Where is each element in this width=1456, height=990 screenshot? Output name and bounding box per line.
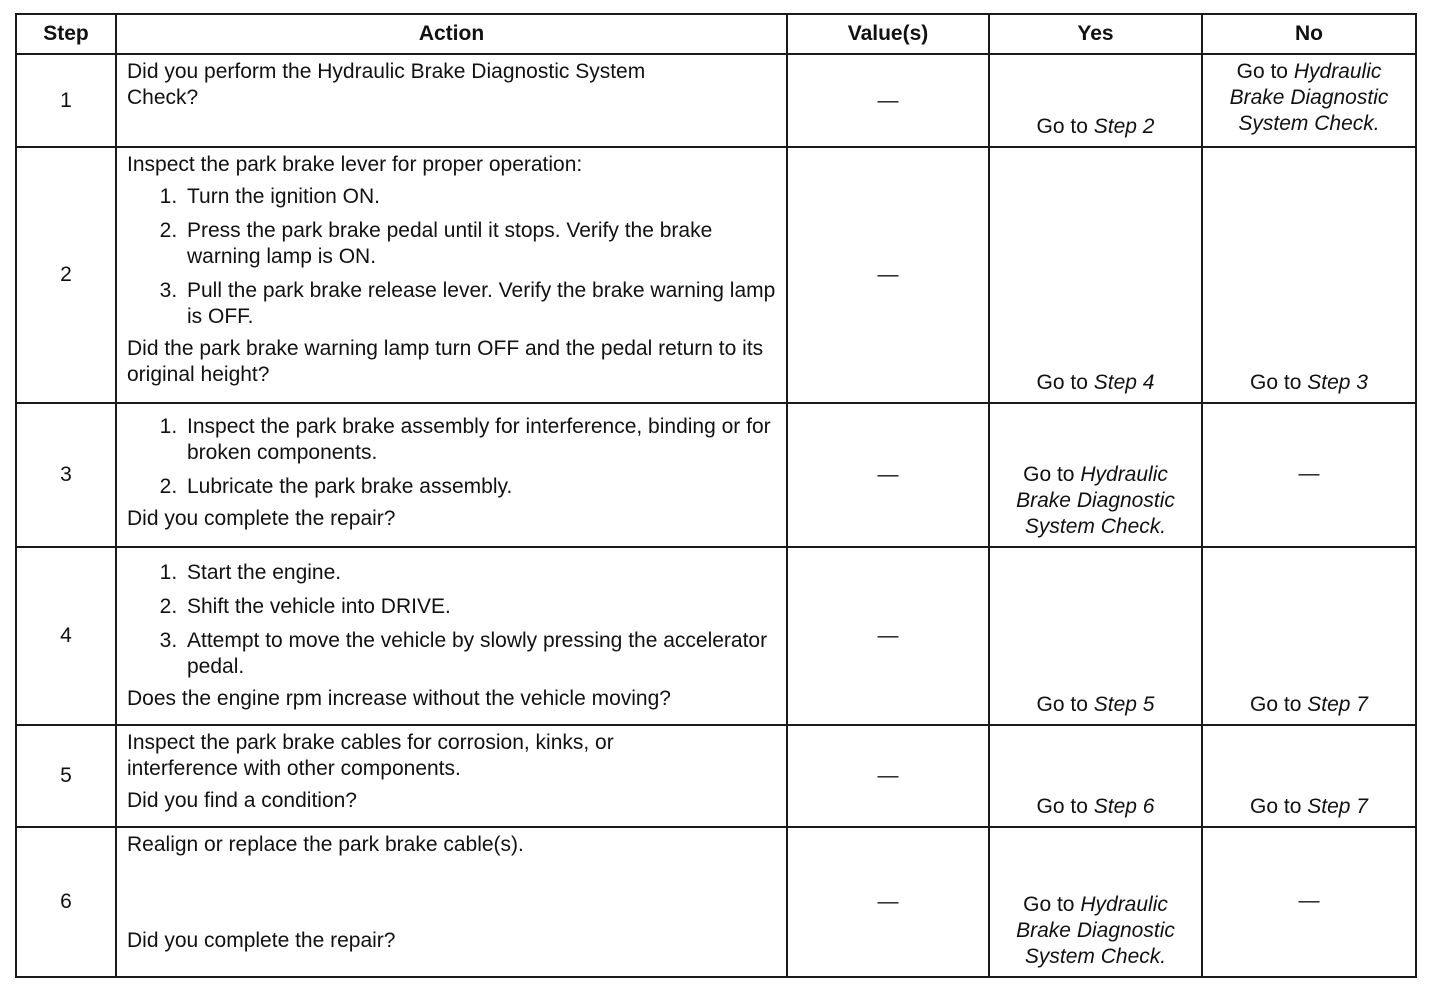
yes-cell: [989, 827, 1202, 977]
substep-list: [127, 560, 778, 680]
go-to-label: Go to: [1036, 795, 1088, 818]
spacer: [127, 864, 778, 928]
action-intro: Inspect the park brake cables for corrosion, kinks, or interference with other components.: [127, 731, 614, 780]
step-number: 4: [16, 547, 116, 725]
header-values: Value(s): [787, 14, 989, 54]
yes-cell: [989, 547, 1202, 725]
substep-list: [127, 184, 778, 330]
diagnostic-table: [15, 13, 1417, 978]
yes-link[interactable]: Step 6: [1093, 795, 1155, 818]
no-cell: —: [1202, 827, 1416, 977]
list-item: 2. Shift the vehicle into DRIVE.: [183, 594, 778, 620]
yes-cell: [989, 403, 1202, 547]
yes-link[interactable]: Step 2: [1093, 115, 1155, 138]
no-cell: [1202, 725, 1416, 827]
value-cell: —: [787, 147, 989, 403]
header-yes: Yes: [989, 14, 1202, 54]
step-number: 3: [16, 403, 116, 547]
step-number: 5: [16, 725, 116, 827]
no-cell: [1202, 147, 1416, 403]
list-item: 2. Press the park brake pedal until it stops. Verify the brake warning lamp is ON.: [183, 218, 778, 270]
step-number: 1: [16, 54, 116, 147]
table-row: [16, 147, 1416, 403]
no-cell: [1202, 54, 1416, 147]
list-item: 1. Start the engine.: [183, 560, 778, 586]
header-no: No: [1202, 14, 1416, 54]
yes-cell: [989, 54, 1202, 147]
go-to-label: Go to: [1023, 893, 1075, 916]
action-cell: [116, 403, 787, 547]
go-to-label: Go to: [1036, 115, 1088, 138]
action-cell: [116, 147, 787, 403]
substep-list: [127, 414, 778, 500]
action-question: Did you perform the Hydraulic Brake Diagnostic System Check?: [127, 60, 646, 109]
go-to-label: Go to: [1036, 371, 1088, 394]
go-to-label: Go to: [1023, 463, 1075, 486]
go-to-label: Go to: [1250, 795, 1302, 818]
action-question: Did the park brake warning lamp turn OFF and the pedal return to its original height?: [127, 337, 764, 386]
no-cell: —: [1202, 403, 1416, 547]
list-item: 3. Attempt to move the vehicle by slowly pressing the accelerator pedal.: [183, 628, 778, 680]
no-link[interactable]: Step 7: [1307, 693, 1368, 716]
yes-link[interactable]: Step 4: [1093, 371, 1155, 394]
table-row: [16, 403, 1416, 547]
list-item: 2. Lubricate the park brake assembly.: [183, 474, 778, 500]
header-row: [16, 14, 1416, 54]
action-cell: [116, 547, 787, 725]
action-cell: [116, 54, 787, 147]
action-question: Did you complete the repair?: [127, 929, 396, 952]
action-question: Does the engine rpm increase without the vehicle moving?: [127, 687, 671, 710]
no-cell: [1202, 547, 1416, 725]
no-link[interactable]: Step 7: [1307, 795, 1368, 818]
action-question: Did you complete the repair?: [127, 507, 396, 530]
list-item: 1. Turn the ignition ON.: [183, 184, 778, 210]
go-to-label: Go to: [1036, 693, 1088, 716]
value-cell: —: [787, 547, 989, 725]
yes-cell: [989, 725, 1202, 827]
no-link[interactable]: Step 3: [1307, 371, 1368, 394]
go-to-label: Go to: [1236, 60, 1288, 83]
action-cell: [116, 725, 787, 827]
go-to-label: Go to: [1250, 371, 1302, 394]
action-intro: Realign or replace the park brake cable(s).: [127, 833, 524, 856]
action-cell: [116, 827, 787, 977]
action-question: Did you find a condition?: [127, 789, 357, 812]
value-cell: —: [787, 725, 989, 827]
yes-link[interactable]: Hydraulic Brake Diagnostic System Check.: [1016, 463, 1175, 538]
no-link[interactable]: Hydraulic Brake Diagnostic System Check.: [1229, 60, 1389, 135]
header-action: Action: [116, 14, 787, 54]
value-cell: —: [787, 54, 989, 147]
go-to-label: Go to: [1250, 693, 1302, 716]
table-row: [16, 54, 1416, 147]
value-cell: —: [787, 403, 989, 547]
value-cell: —: [787, 827, 989, 977]
list-item: 1. Inspect the park brake assembly for interference, binding or for broken components.: [183, 414, 778, 466]
action-intro: Inspect the park brake lever for proper operation:: [127, 153, 583, 176]
table-row: [16, 547, 1416, 725]
yes-cell: [989, 147, 1202, 403]
list-item: 3. Pull the park brake release lever. Verify the brake warning lamp is OFF.: [183, 278, 778, 330]
step-number: 2: [16, 147, 116, 403]
yes-link[interactable]: Step 5: [1093, 693, 1155, 716]
table-row: [16, 725, 1416, 827]
yes-link[interactable]: Hydraulic Brake Diagnostic System Check.: [1016, 893, 1175, 968]
table-row: [16, 827, 1416, 977]
step-number: 6: [16, 827, 116, 977]
header-step: Step: [16, 14, 116, 54]
